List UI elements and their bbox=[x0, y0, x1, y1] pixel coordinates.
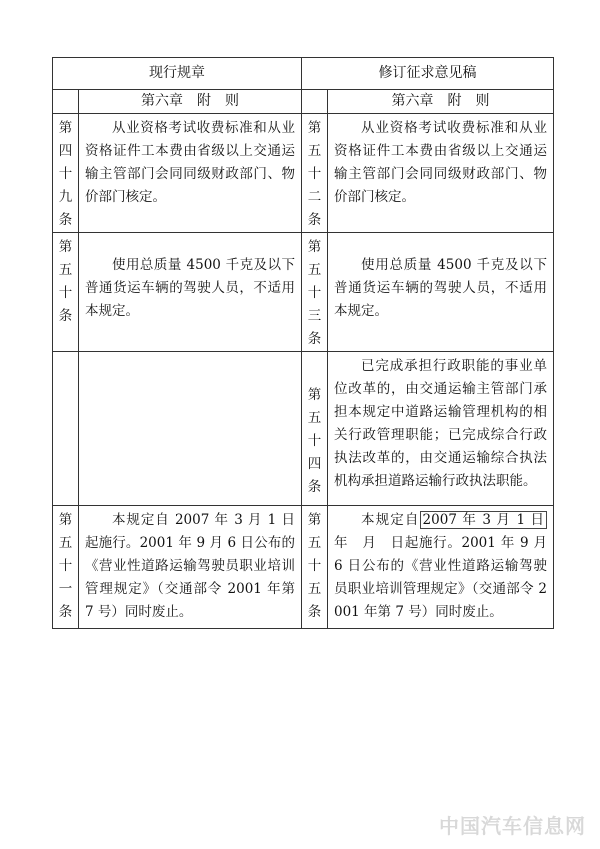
article-number-right: 第 五 十 四 条 bbox=[302, 352, 328, 506]
chapter-heading-left: 第六章 附 则 bbox=[79, 90, 302, 114]
article-number-right: 第 五 十 五 条 bbox=[302, 506, 328, 629]
table-row bbox=[53, 506, 554, 629]
blank-cell bbox=[302, 90, 328, 114]
article-number-left: 第 五 十 条 bbox=[53, 233, 79, 352]
blank-cell bbox=[53, 352, 79, 506]
table-row bbox=[53, 233, 554, 352]
article-text-right bbox=[328, 506, 554, 629]
table-row bbox=[53, 352, 554, 506]
highlighted-date: 2007 年 3 月 1 日 bbox=[420, 511, 547, 529]
chapter-heading-right: 第六章 附 则 bbox=[328, 90, 554, 114]
article-number-right: 第 五 十 三 条 bbox=[302, 233, 328, 352]
comparison-table bbox=[52, 57, 554, 629]
article-number-left: 第 四 十 九 条 bbox=[53, 114, 79, 233]
current-rules-header: 现行规章 bbox=[53, 58, 302, 90]
text-segment: 本规定自 bbox=[361, 512, 420, 528]
article-text-right: 已完成承担行政职能的事业单位改革的，由交通运输主管部门承担本规定中道路运输管理机构的相关行政管理职能；已完成综合行政执法改革的，由交通运输综合执法机构承担道路运输行政执法职能。 bbox=[328, 352, 554, 506]
article-text-right: 使用总质量 4500 千克及以下普通货运车辆的驾驶人员，不适用本规定。 bbox=[328, 233, 554, 352]
blank-cell bbox=[53, 90, 79, 114]
article-text-right: 从业资格考试收费标准和从业资格证件工本费由省级以上交通运输主管部门会同同级财政部门、物价部门核定。 bbox=[328, 114, 554, 233]
article-text-left: 使用总质量 4500 千克及以下普通货运车辆的驾驶人员，不适用本规定。 bbox=[79, 233, 302, 352]
blank-cell bbox=[79, 352, 302, 506]
article-text-left: 从业资格考试收费标准和从业资格证件工本费由省级以上交通运输主管部门会同同级财政部门、物价部门核定。 bbox=[79, 114, 302, 233]
revised-draft-header: 修订征求意见稿 bbox=[302, 58, 554, 90]
article-number-right: 第 五 十 二 条 bbox=[302, 114, 328, 233]
table-row bbox=[53, 114, 554, 233]
watermark-logo: 中国汽车信息网 bbox=[439, 814, 586, 838]
article-number-left: 第 五 十 一 条 bbox=[53, 506, 79, 629]
article-text-left: 本规定自 2007 年 3 月 1 日起施行。2001 年 9 月 6 日公布的《营业性道路运输驾驶员职业培训管理规定》（交通部令 2001 年第 7 号）同时废止。 bbox=[79, 506, 302, 629]
text-segment: 年 月 日起施行。2001 年 9 月 6 日公布的《营业性道路运输驾驶员职业培训管理规定》（交通部令 2001 年第 7 号）同时废止。 bbox=[334, 535, 547, 620]
